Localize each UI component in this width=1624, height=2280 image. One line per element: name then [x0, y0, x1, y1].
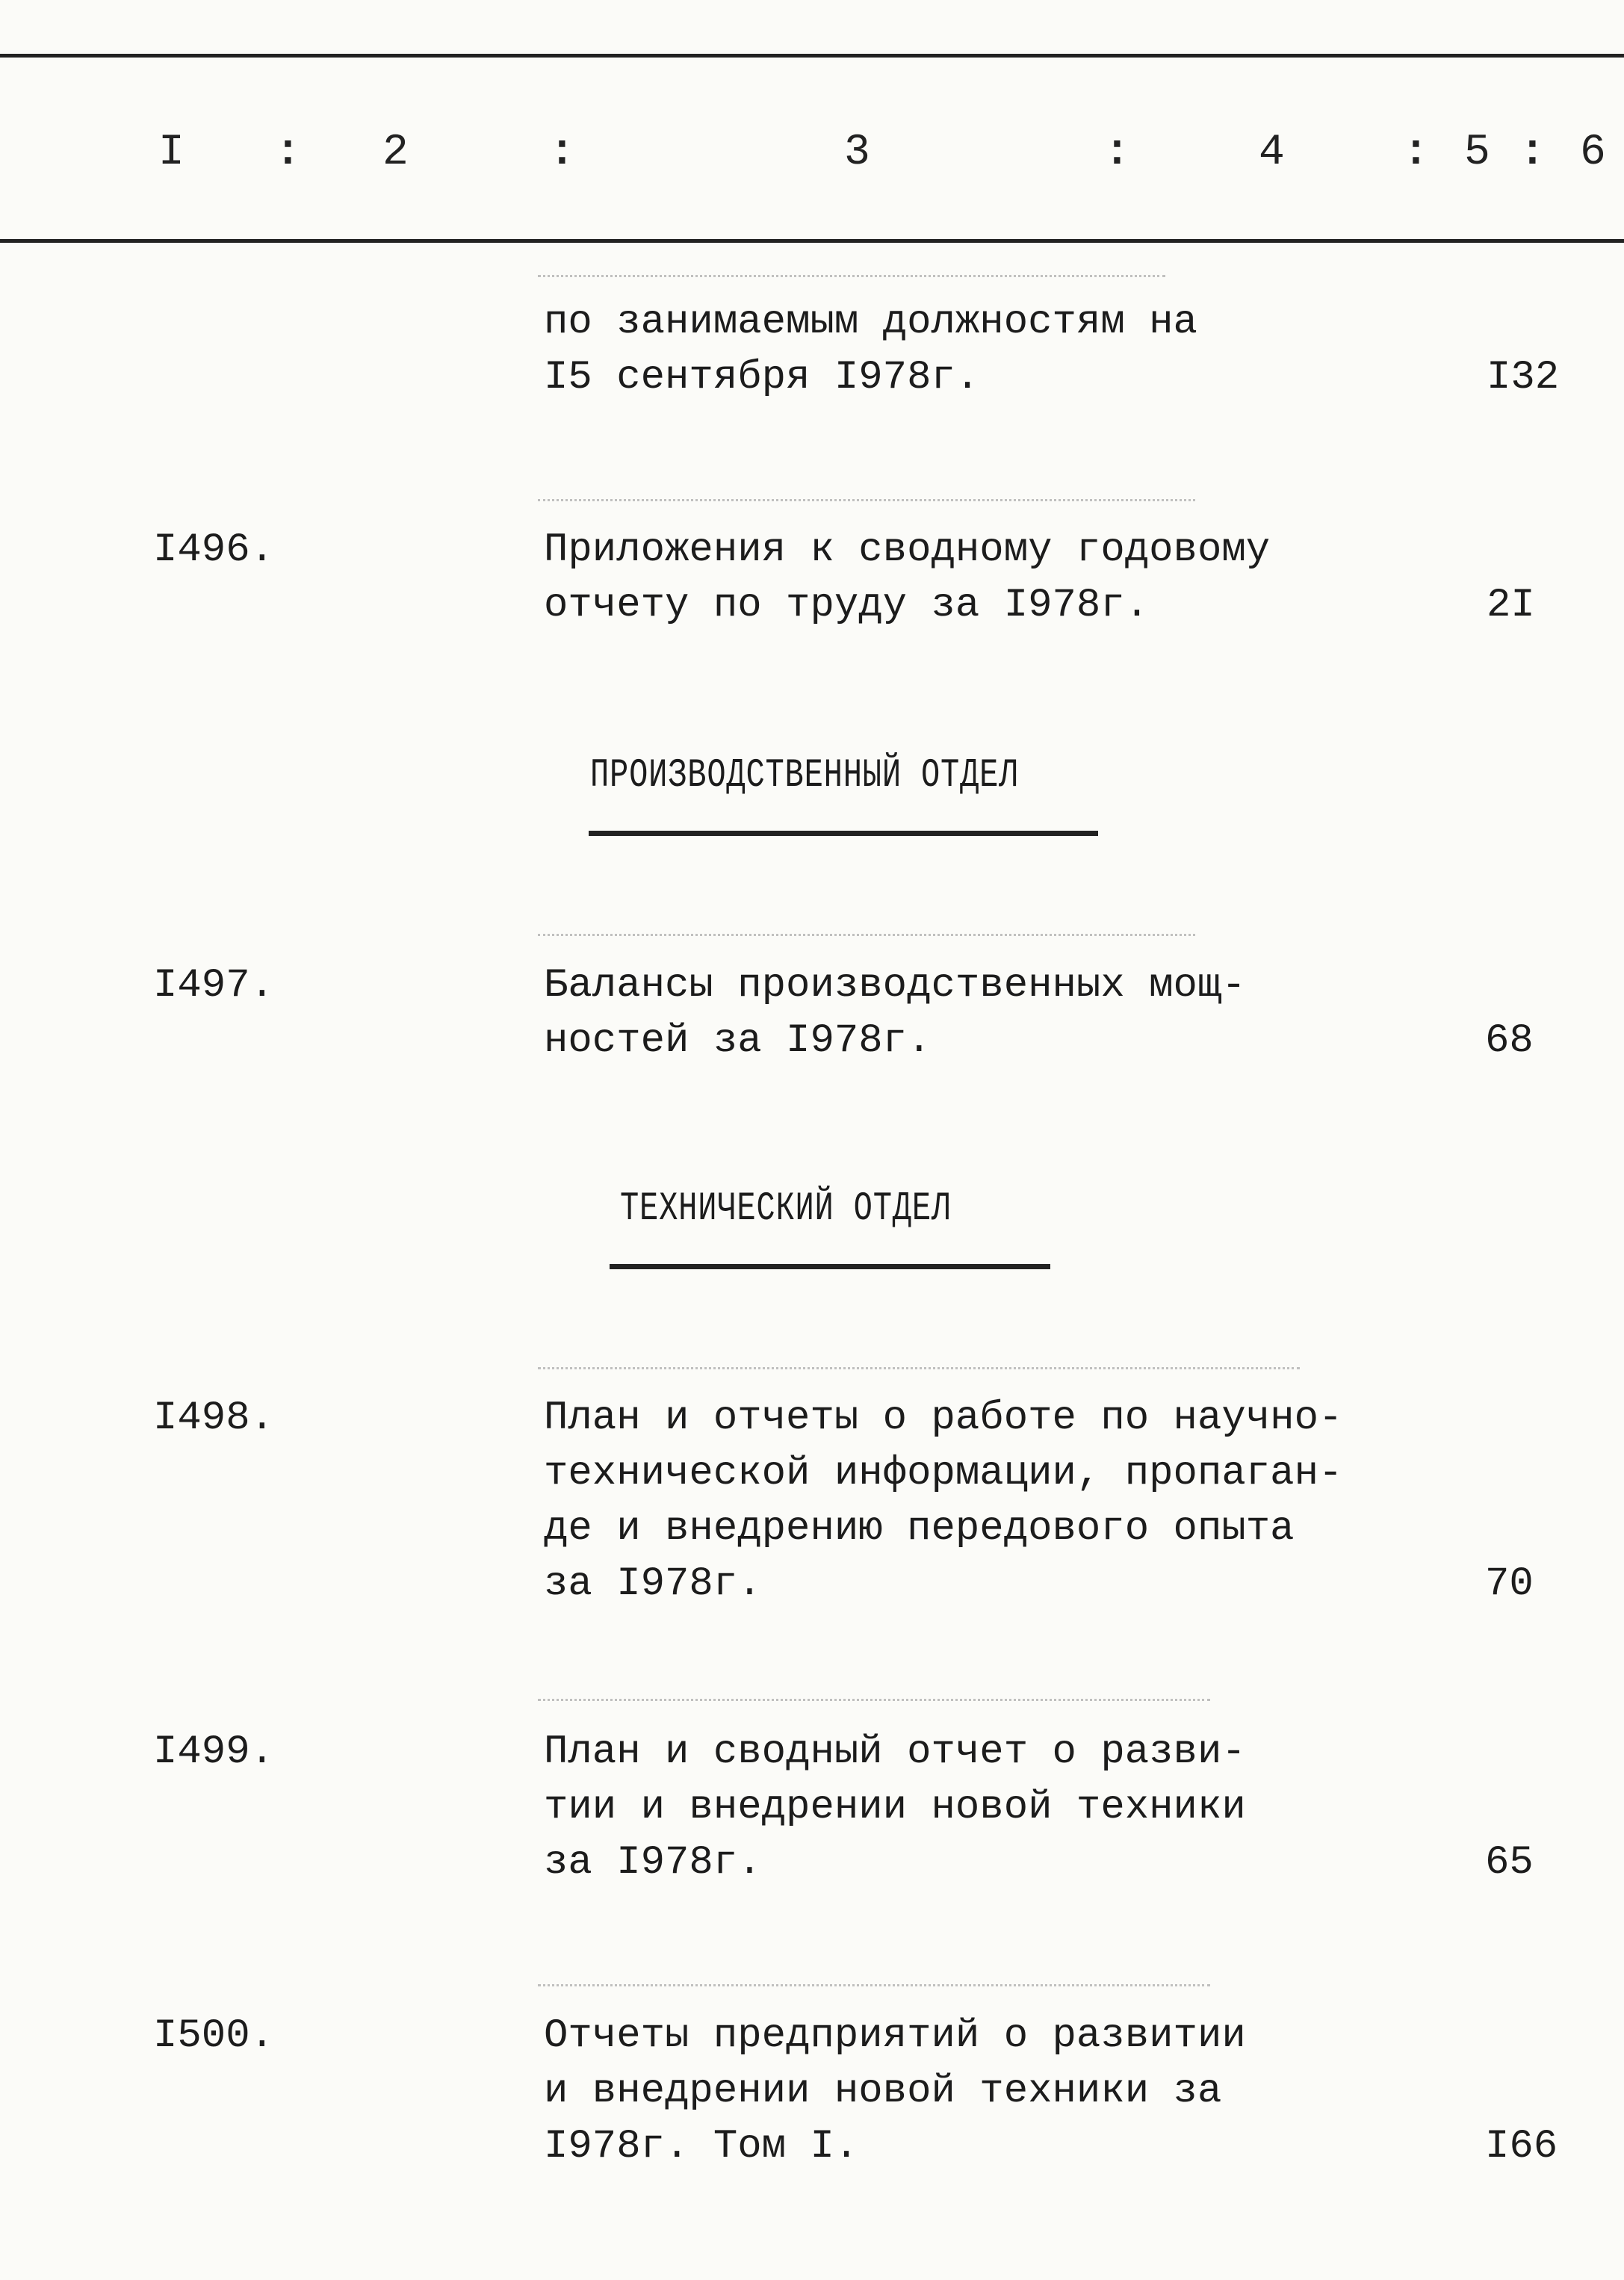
header-bottom-rule	[0, 239, 1624, 243]
entry-number: I497.	[153, 963, 275, 1009]
entry-title-line: по занимаемым должностям на	[544, 300, 1197, 345]
entry-title-line: тии и внедрении новой техники	[544, 1785, 1246, 1830]
row-dotted-rule	[538, 1984, 1210, 1989]
column-header-6: 6	[1580, 128, 1606, 177]
row-dotted-rule	[538, 1699, 1210, 1703]
entry-title-line: и внедрении новой техники за	[544, 2069, 1222, 2114]
entry-number: I496.	[153, 527, 275, 573]
column-separator: :	[1403, 128, 1429, 177]
column-header-1: I	[158, 128, 185, 177]
header-top-rule	[0, 54, 1624, 58]
row-dotted-rule	[538, 499, 1195, 504]
entry-sheet-count: 65	[1485, 1840, 1534, 1886]
column-header-3: 3	[844, 128, 870, 177]
section-heading-technical: ТЕХНИЧЕСКИЙ ОТДЕЛ	[620, 1186, 951, 1232]
entry-title-line: отчету по труду за I978г.	[544, 583, 1150, 628]
entry-title-line: План и сводный отчет о разви-	[544, 1729, 1246, 1775]
entry-title-line: за I978г.	[544, 1561, 762, 1607]
entry-title-line: за I978г.	[544, 1840, 762, 1886]
column-separator: :	[1519, 128, 1546, 177]
entry-title-line: Балансы производственных мощ-	[544, 963, 1246, 1009]
entry-number: I500.	[153, 2013, 275, 2059]
column-header-2: 2	[382, 128, 409, 177]
entry-title-line: Отчеты предприятий о развитии	[544, 2013, 1246, 2059]
entry-title	[544, 295, 1197, 406]
entry-number: I498.	[153, 1395, 275, 1441]
entry-sheet-count: 68	[1485, 1018, 1534, 1064]
entry-title-line: План и отчеты о работе по научно-	[544, 1395, 1343, 1441]
entry-sheet-count: 70	[1485, 1561, 1534, 1607]
column-separator: :	[549, 128, 575, 177]
entry-title-line: I5 сентября I978г.	[544, 355, 980, 400]
entry-title-line: I978г. Том I.	[544, 2124, 859, 2169]
row-dotted-rule	[538, 934, 1195, 938]
entry-number: I499.	[153, 1729, 275, 1775]
section-heading-production: ПРОИЗВОДСТВЕННЫЙ ОТДЕЛ	[590, 753, 1019, 799]
entry-sheet-count: I32	[1487, 355, 1560, 400]
row-dotted-rule	[538, 1367, 1300, 1372]
column-separator: :	[275, 128, 301, 177]
entry-title	[544, 1391, 1342, 1612]
section-heading-underline	[610, 1264, 1050, 1269]
entry-title-line: де и внедрению передового опыта	[544, 1506, 1295, 1552]
entry-title	[544, 958, 1246, 1069]
section-heading-underline	[589, 831, 1098, 836]
entry-title-line: Приложения к сводному годовому	[544, 527, 1271, 573]
column-separator: :	[1104, 128, 1130, 177]
entry-title	[544, 2009, 1246, 2175]
entry-sheet-count: I66	[1485, 2124, 1558, 2169]
entry-title	[544, 523, 1270, 633]
entry-title-line: ностей за I978г.	[544, 1018, 932, 1064]
row-dotted-rule	[538, 275, 1165, 279]
entry-sheet-count: 2I	[1487, 583, 1535, 628]
entry-title	[544, 1725, 1246, 1891]
column-header-4: 4	[1259, 128, 1285, 177]
column-header-5: 5	[1464, 128, 1490, 177]
entry-title-line: технической информации, пропаган-	[544, 1451, 1343, 1496]
